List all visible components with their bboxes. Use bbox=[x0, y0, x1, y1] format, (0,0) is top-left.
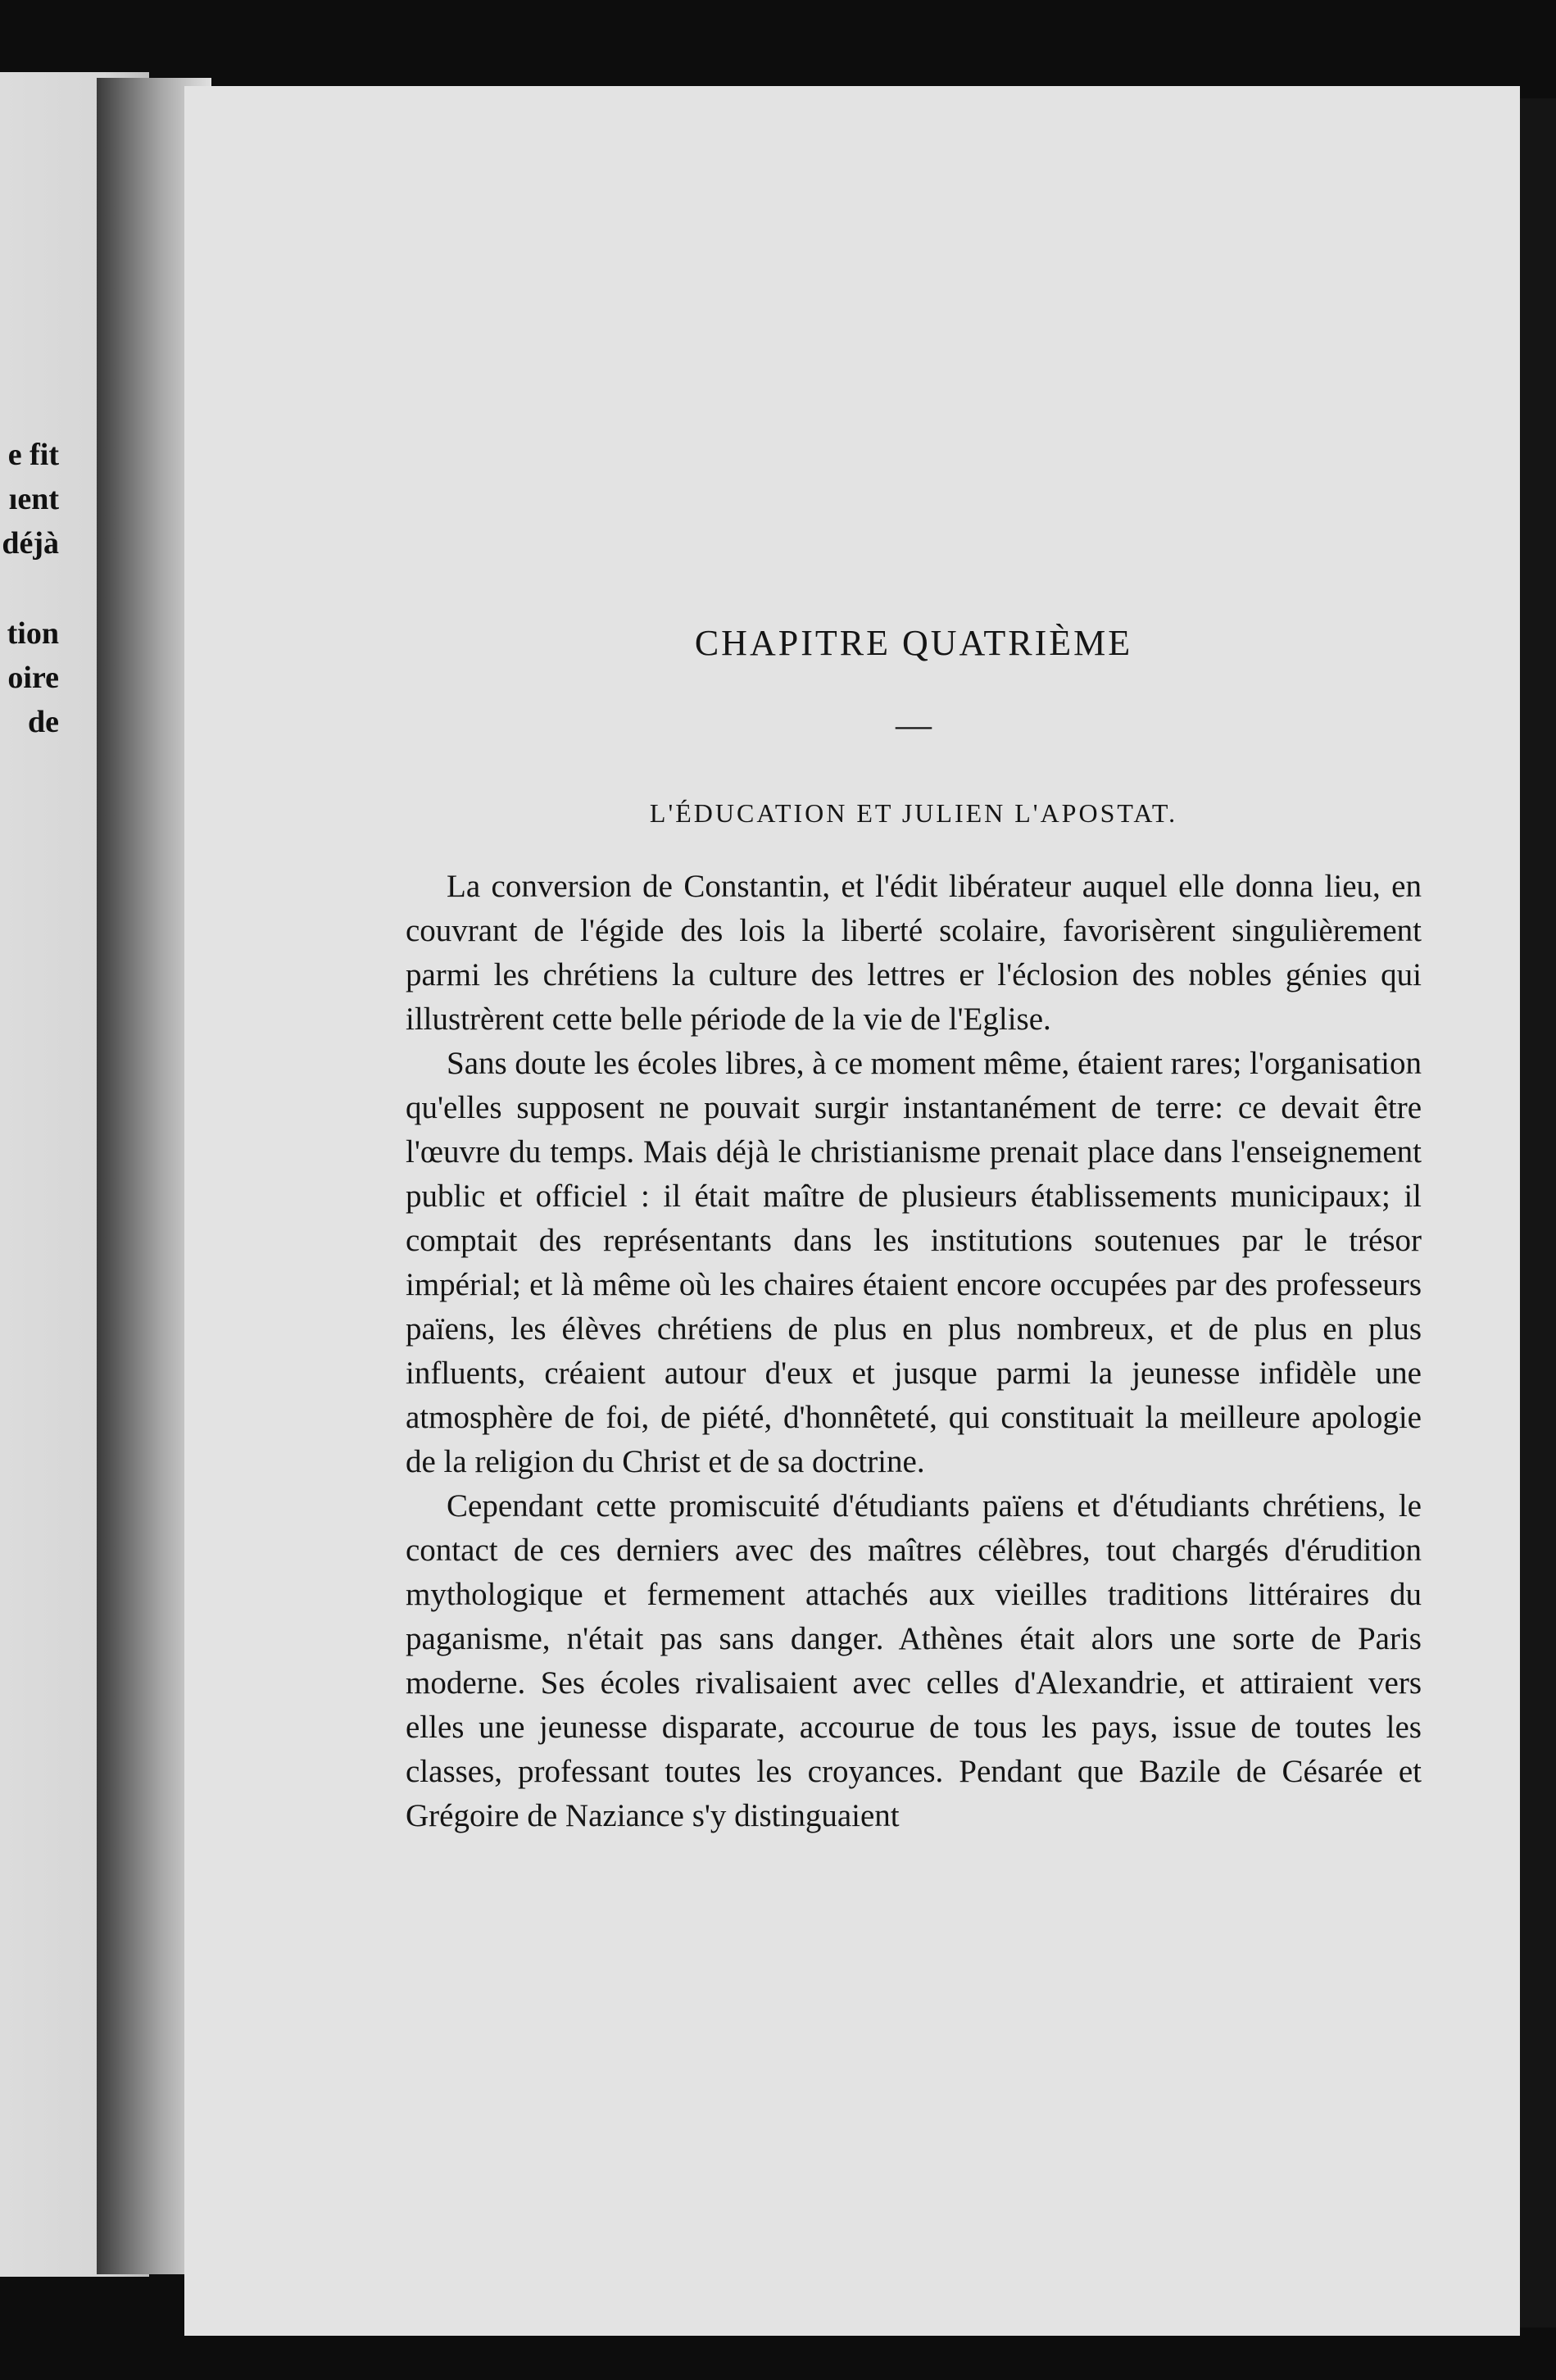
left-fragment: déjà bbox=[2, 526, 59, 561]
page-text-block bbox=[406, 619, 1422, 1838]
body-text bbox=[406, 865, 1422, 1838]
chapter-heading: CHAPITRE QUATRIÈME bbox=[694, 623, 1133, 663]
book-page bbox=[184, 86, 1520, 2336]
left-fragment: e fit bbox=[7, 438, 59, 472]
paragraph: Cependant cette promiscuité d'étudiants païens et d'étudiants chrétiens, le contact de ces derniers avec des maîtres célèbres, tout chargés d'érudition mythologique et fermement attachés aux vieilles traditions littéraires du paganisme, n'était pas sans danger. Athènes était alors une sorte de Paris moderne. Ses écoles rivalisaient avec celles d'Alexandrie, et attiraient vers elles une jeunesse disparate, accourue de tous les pays, issue de toutes les classes, professant toutes les croyances. Pendant que Bazile de Césarée et Grégoire de Naziance s'y distinguaient bbox=[406, 1488, 1422, 1833]
left-fragment: oire bbox=[7, 661, 59, 695]
paragraph: La conversion de Constantin, et l'édit libérateur auquel elle donna lieu, en couvrant de l'égide des lois la liberté scolaire, favorisèrent singulièrement parmi les chrétiens la culture des lettres er l'éclosion des nobles génies qui illustrèrent cette belle période de la vie de l'Eglise. bbox=[406, 869, 1422, 1037]
left-fragment: ıent bbox=[8, 482, 59, 516]
left-fragment: de bbox=[28, 705, 59, 739]
left-page-text-fragments bbox=[0, 433, 59, 744]
chapter-title: L'ÉDUCATION ET JULIEN L'APOSTAT. bbox=[649, 798, 1178, 828]
heading-separator: — bbox=[896, 705, 932, 745]
paragraph: Sans doute les écoles libres, à ce moment même, étaient rares; l'organisation qu'elles supposent ne pouvait surgir instantanément de terre: ce devait être l'œuvre du temps. Mais déjà le christianisme prenait place dans l'enseignement public et officiel : il était maître de plusieurs établissements municipaux; il comptait des représentants dans les institutions soutenues par le trésor impérial; et là même où les chaires étaient encore occupées par des professeurs païens, les élèves chrétiens de plus en plus nombreux, et de plus en plus influents, créaient autour d'eux et jusque parmi la jeunesse infidèle une atmosphère de foi, de piété, d'honnêteté, qui constituait la meilleure apologie de la religion du Christ et de sa doctrine. bbox=[406, 1046, 1422, 1479]
left-fragment: tion bbox=[7, 616, 59, 651]
page-edge-shadow bbox=[1520, 98, 1556, 2328]
